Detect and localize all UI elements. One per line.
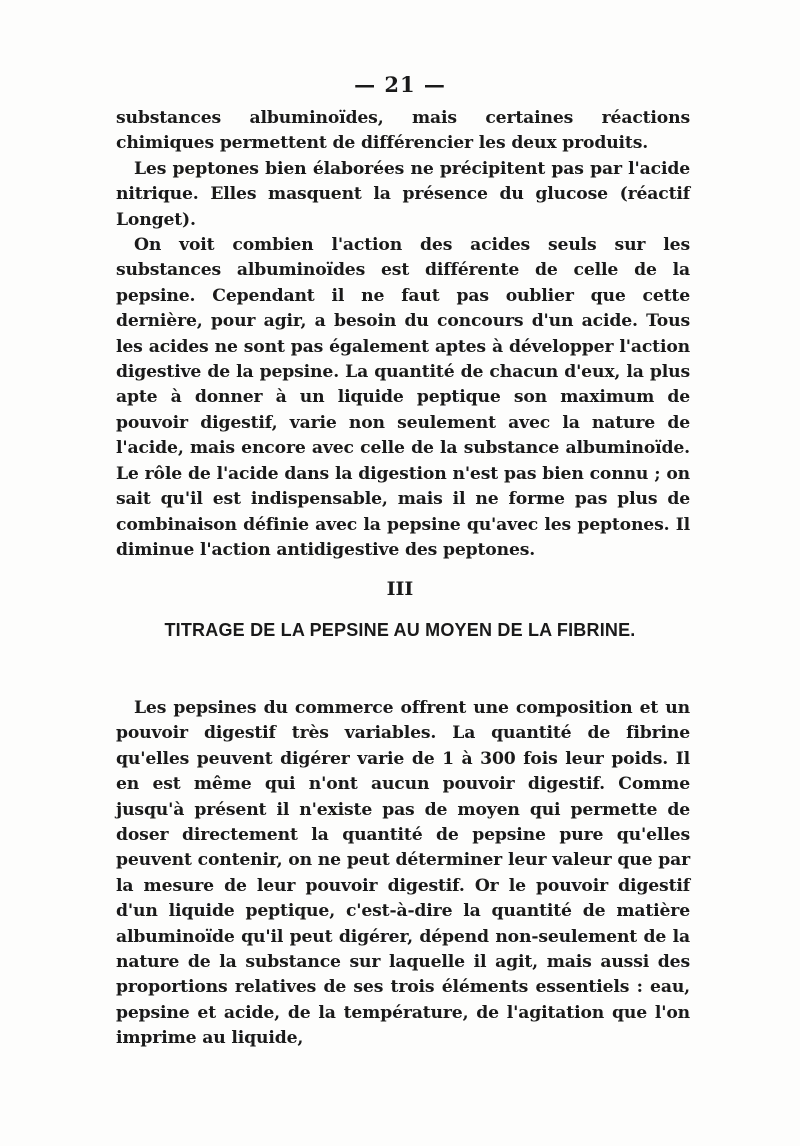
- paragraph-continuation: substances albuminoïdes, mais certaines réactions chimiques permettent de différencier les deux produits.: [116, 108, 690, 154]
- page-number: — 21 —: [354, 72, 446, 97]
- paragraph-pepsines: Les pepsines du commerce offrent une composition et un pouvoir digestif très variables. La quantité de fibrine qu'elles peuvent digérer varie de 1 à 300 fois leur poids. Il en est même qui n'ont aucun pouvoir digestif. Comme jusqu'à présent il n'existe pas de moyen qui permette de doser directement la quantité de pepsine pure qu'elles peuvent contenir, on ne peut déterminer leur valeur que par la mesure de leur pouvoir digestif. Or le pouvoir digestif d'un liquide peptique, c'est-à-dire la quantité de matière albuminoïde qu'il peut digérer, dépend non-seulement de la nature de la substance sur laquelle il agit, mais aussi des proportions relatives de ses trois éléments essentiels : eau, pepsine et acide, de la température, de l'agitation que l'on imprime au liquide,: [116, 698, 690, 1049]
- paragraph-peptones: Les peptones bien élaborées ne précipitent pas par l'acide nitrique. Elles masquent la présence du glucose (réactif Longet).: [116, 158, 690, 230]
- section-number: III: [386, 578, 414, 600]
- paragraph-acides: On voit combien l'action des acides seuls sur les substances albuminoïdes est différente de celle de la pepsine. Cependant il ne faut pas oublier que cette dernière, pour agir, a besoin du concours d'un acide. Tous les acides ne sont pas également aptes à développer l'action digestive de la pepsine. La quantité de chacun d'eux, la plus apte à donner à un liquide peptique son maximum de pouvoir digestif, varie non seulement avec la nature de l'acide, mais encore avec celle de la substance albuminoïde. Le rôle de l'acide dans la digestion n'est pas bien connu ; on sait qu'il est indispensable, mais il ne forme pas plus de combinaison définie avec la pepsine qu'avec les peptones. Il diminue l'action antidigestive des peptones.: [116, 235, 690, 560]
- section-title: TITRAGE DE LA PEPSINE AU MOYEN DE LA FIBRINE.: [164, 620, 636, 640]
- text-block-upper: [116, 106, 690, 563]
- text-block-lower: [116, 696, 690, 1052]
